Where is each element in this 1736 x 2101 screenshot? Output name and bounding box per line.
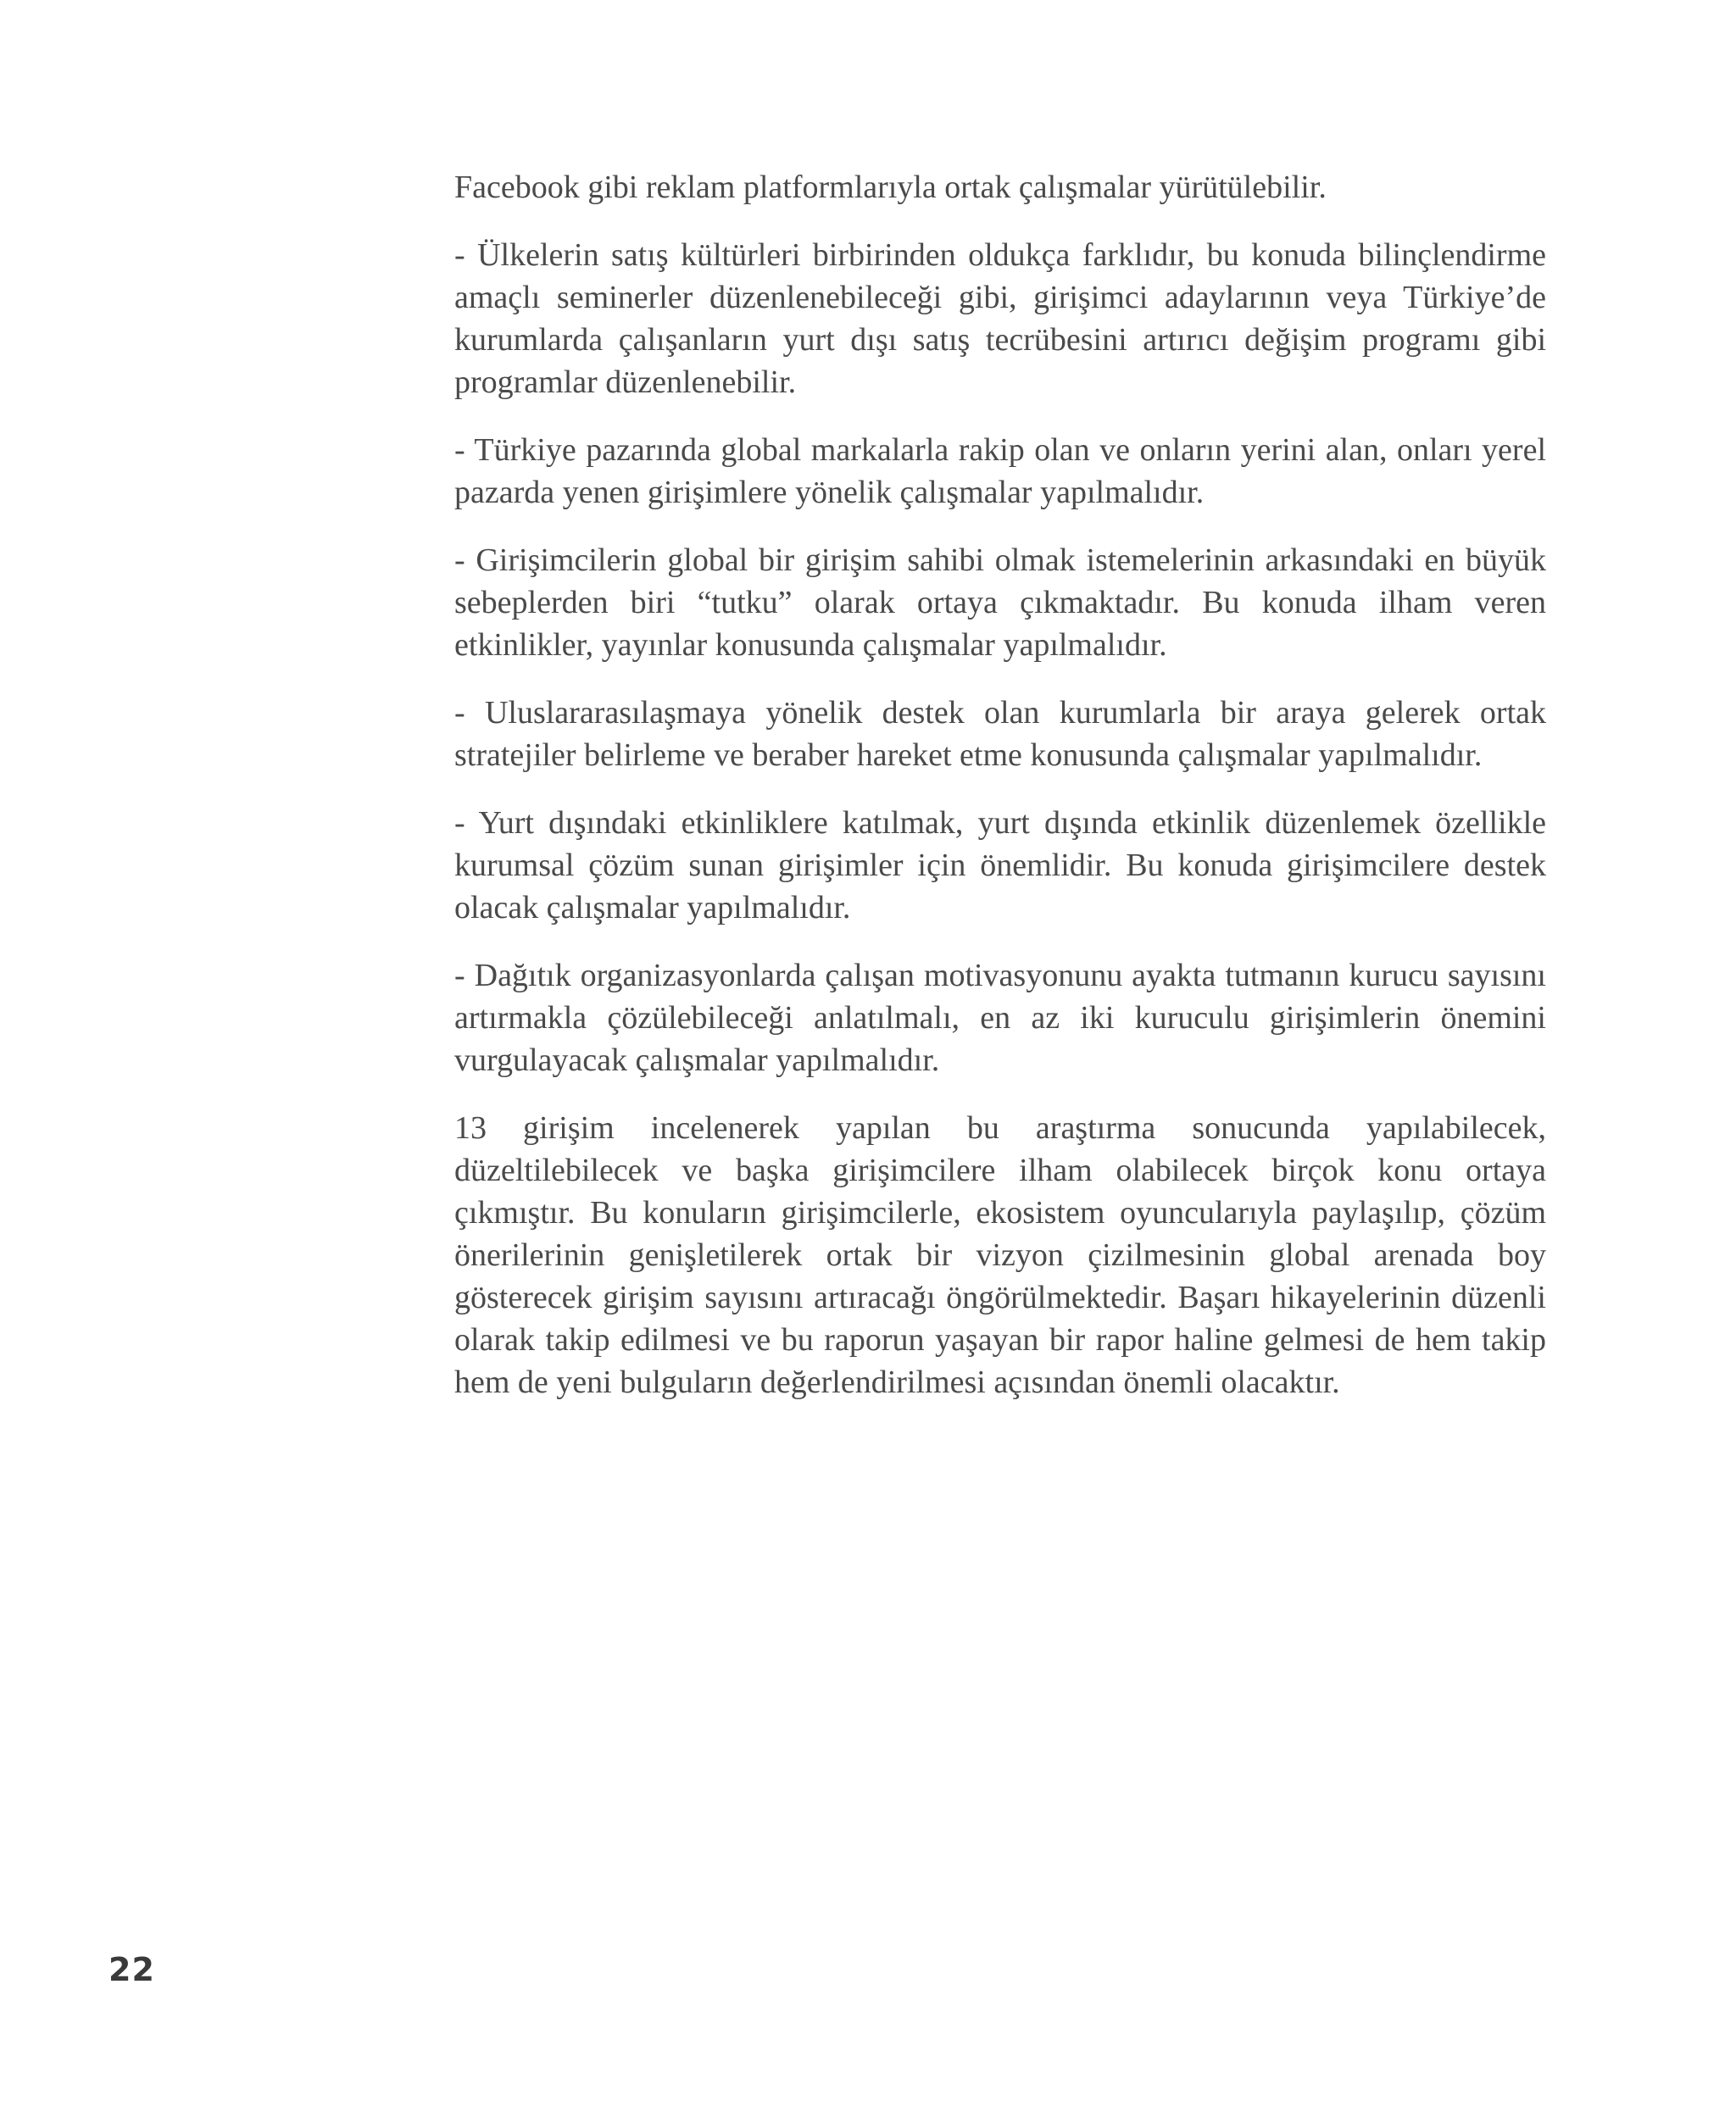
- paragraph-conclusion: 13 girişim incelenerek yapılan bu araştırma sonucunda yapılabilecek, düzeltilebilecek ve başka girişimcilere ilham olabilecek birçok konu ortaya çıkmıştır. Bu konuların girişimcilerle, ekosistem oyuncularıyla paylaşılıp, çözüm önerilerinin genişletilerek ortak bir vizyon çizilmesinin global arenada boy gösterecek girişim sayısını artıracağı öngörülmektedir. Başarı hikayelerinin düzenli olarak takip edilmesi ve bu raporun yaşayan bir rapor haline gelmesi de hem takip hem de yeni bulguların değerlendirilmesi açısından önemli olacaktır.: [454, 1110, 1546, 1400]
- body-text-column: [454, 166, 1546, 1429]
- paragraph-events-abroad: - Yurt dışındaki etkinliklere katılmak, yurt dışında etkinlik düzenlemek özellikle kurumsal çözüm sunan girişimler için önemlidir. Bu konuda girişimcilere destek olacak çalışmalar yapılmalıdır.: [454, 805, 1546, 925]
- paragraph-founders: - Dağıtık organizasyonlarda çalışan motivasyonunu ayakta tutmanın kurucu sayısını artırmakla çözülebileceği anlatılmalı, en az iki kuruculu girişimlerin önemini vurgulayacak çalışmalar yapılmalıdır.: [454, 958, 1546, 1078]
- page-number: 22: [108, 1951, 155, 1988]
- paragraph-internationalization: - Uluslararasılaşmaya yönelik destek olan kurumlarla bir araya gelerek ortak stratejiler belirleme ve beraber hareket etme konusunda çalışmalar yapılmalıdır.: [454, 695, 1546, 773]
- paragraph-continuation: Facebook gibi reklam platformlarıyla ortak çalışmalar yürütülebilir.: [454, 170, 1327, 205]
- paragraph-passion: - Girişimcilerin global bir girişim sahibi olmak istemelerinin arkasındaki en büyük sebeplerden biri “tutku” olarak ortaya çıkmaktadır. Bu konuda ilham veren etkinlikler, yayınlar konusunda çalışmalar yapılmalıdır.: [454, 542, 1546, 663]
- paragraph-turkey-market: - Türkiye pazarında global markalarla rakip olan ve onların yerini alan, onları yerel pazarda yenen girişimlere yönelik çalışmalar yapılmalıdır.: [454, 432, 1546, 510]
- paragraph-sales-culture: - Ülkelerin satış kültürleri birbirinden oldukça farklıdır, bu konuda bilinçlendirme amaçlı seminerler düzenlenebileceği gibi, girişimci adaylarının veya Türkiye’de kurumlarda çalışanların yurt dışı satış tecrübesini artırıcı değişim programı gibi programlar düzenlenebilir.: [454, 237, 1546, 400]
